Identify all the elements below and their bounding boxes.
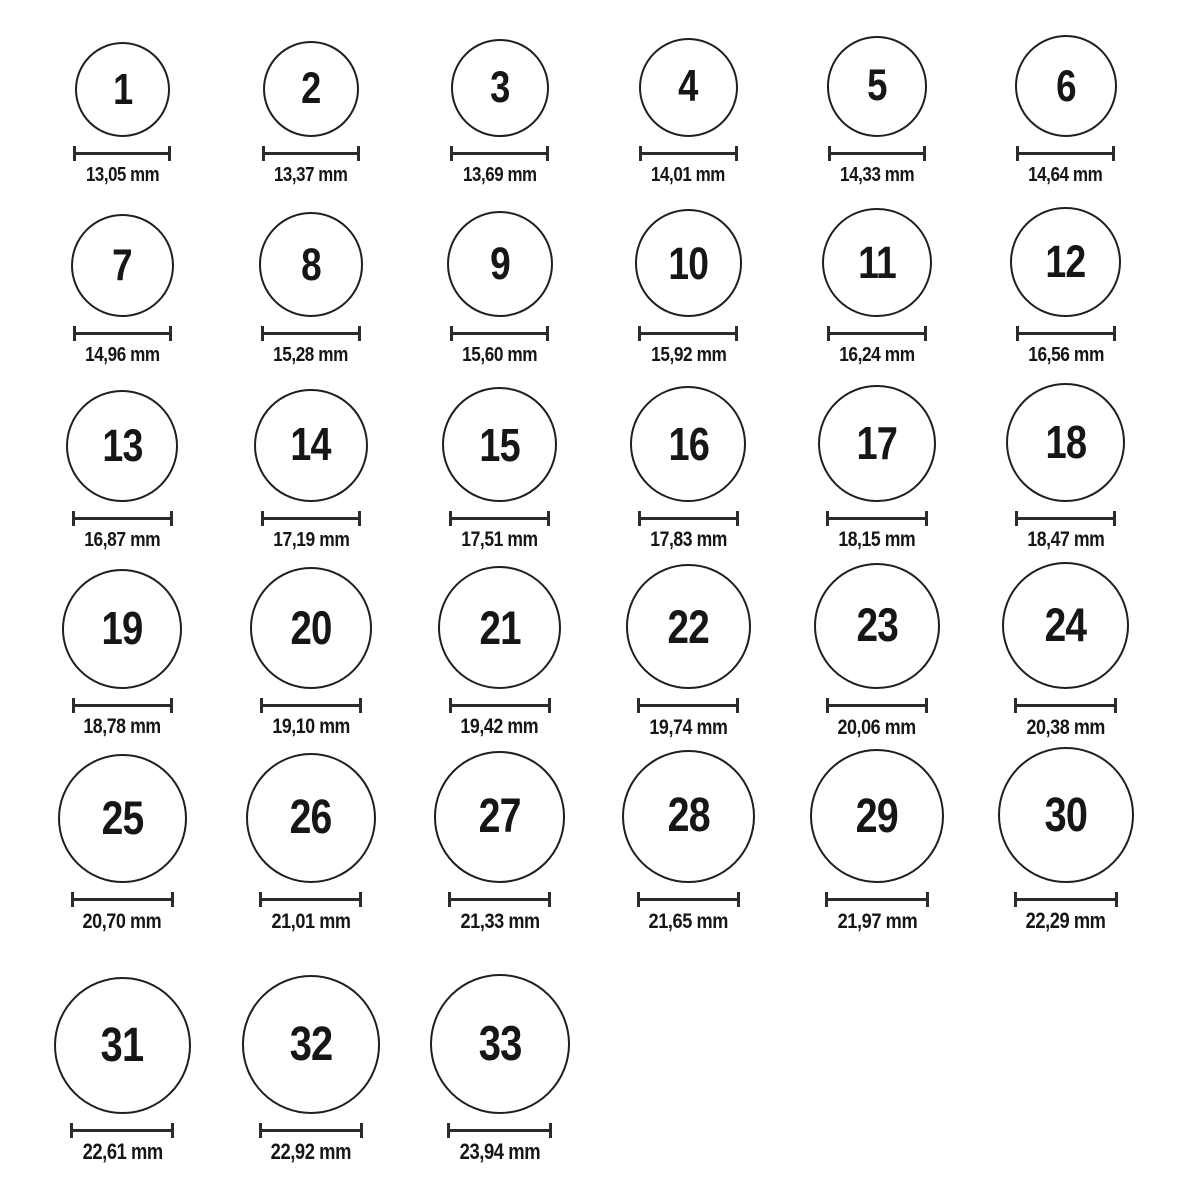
ring-size-number: 4 [678,62,699,112]
diameter-label: 18,15 mm [838,528,916,551]
diameter-ruler [73,326,172,341]
ring-size-item [217,366,406,551]
diameter-ruler-line [827,332,927,335]
diameter-ruler [261,326,360,341]
diameter-ruler [1016,146,1115,161]
diameter-label: 15,28 mm [273,344,349,366]
diameter-ruler-line [637,704,739,707]
ring-circle [62,569,182,689]
chart-row [28,932,1160,1163]
ring-size-number: 14 [290,418,332,471]
diameter-ruler [450,146,548,161]
ring-circle [263,41,359,137]
diameter-ruler-line [262,152,360,155]
ring-size-item [405,366,594,551]
diameter-label: 20,38 mm [1026,715,1105,739]
diameter-ruler-line [260,704,362,707]
ring-circle [827,36,928,137]
diameter-label: 19,10 mm [272,715,350,738]
diameter-label: 16,24 mm [839,343,915,366]
diameter-label: 14,64 mm [1028,164,1103,186]
diameter-ruler [827,326,927,341]
ring-size-number: 10 [668,237,709,289]
ring-size-number: 8 [301,239,321,291]
ring-circle [447,211,553,317]
diameter-ruler-line [261,332,360,335]
diameter-label: 18,78 mm [83,715,162,738]
ring-size-number: 9 [489,238,510,290]
ring-circle [250,567,372,689]
ring-size-item [28,366,217,551]
diameter-ruler-line [637,898,740,901]
ring-size-item [217,0,406,186]
diameter-ruler [449,698,551,713]
ring-size-number: 27 [478,790,521,844]
ring-size-item [783,738,972,932]
ring-circle [54,977,191,1114]
diameter-ruler-line [825,898,929,901]
diameter-ruler [71,892,174,907]
ring-circle [438,566,561,689]
diameter-ruler [72,511,172,526]
ring-size-item [405,932,594,1163]
chart-row [28,366,1160,551]
chart-row [28,551,1160,738]
ring-size-item [217,932,406,1163]
ring-circle [622,750,755,883]
ring-size-number: 12 [1045,235,1086,287]
diameter-ruler [261,511,362,526]
diameter-ruler-line [1015,517,1116,520]
diameter-ruler-line [638,517,739,520]
ring-size-number: 2 [301,63,321,113]
ring-size-item [971,551,1160,738]
diameter-ruler [828,146,927,161]
diameter-ruler-line [259,898,362,901]
ring-size-number: 18 [1045,416,1087,469]
ring-size-number: 21 [479,600,521,654]
diameter-ruler-line [261,517,362,520]
ring-size-number: 29 [855,788,899,843]
ring-size-item [405,0,594,186]
ring-circle [58,754,187,883]
ring-circle [1002,562,1129,689]
ring-size-number: 13 [102,420,143,472]
ring-size-item [783,366,972,551]
diameter-ruler-line [828,152,927,155]
ring-size-number: 20 [290,601,332,654]
diameter-ruler-line [259,1129,363,1132]
ring-size-item [783,186,972,366]
ring-size-item [217,551,406,738]
diameter-ruler-line [450,332,550,335]
diameter-ruler [448,892,551,907]
ring-size-number: 31 [101,1018,144,1073]
ring-size-number: 32 [289,1017,333,1072]
diameter-label: 20,06 mm [837,715,917,739]
ring-size-item [783,0,972,186]
ring-size-item [405,186,594,366]
ring-size-item [594,366,783,551]
diameter-ruler-line [1014,704,1117,707]
diameter-ruler [1015,511,1116,526]
diameter-label: 13,37 mm [274,164,348,186]
chart-row [28,186,1160,366]
ring-size-number: 24 [1044,598,1087,652]
diameter-ruler [1016,326,1116,341]
ring-size-number: 15 [479,418,520,471]
ring-size-number: 23 [856,599,898,653]
ring-size-item [594,551,783,738]
ring-circle [71,214,174,317]
diameter-ruler-line [449,517,550,520]
diameter-label: 16,56 mm [1027,343,1104,366]
ring-size-item [594,738,783,932]
diameter-label: 13,69 mm [462,164,537,186]
diameter-ruler-line [73,152,171,155]
ring-size-number: 11 [858,236,896,288]
diameter-label: 13,05 mm [85,164,159,186]
diameter-ruler [637,892,740,907]
diameter-ruler-line [71,898,174,901]
diameter-label: 17,51 mm [461,528,538,551]
diameter-label: 17,83 mm [650,528,727,551]
ring-size-item [971,366,1160,551]
ring-circle [242,975,381,1114]
diameter-label: 21,33 mm [460,908,540,933]
diameter-label: 14,33 mm [839,164,915,186]
ring-circle [430,974,570,1114]
ring-size-item [971,186,1160,366]
ring-size-number: 33 [478,1016,522,1071]
ring-size-item [217,738,406,932]
diameter-label: 14,96 mm [85,344,160,366]
ring-size-item [28,186,217,366]
diameter-ruler-line [450,152,548,155]
ring-size-item [594,0,783,186]
diameter-label: 22,61 mm [82,1139,163,1164]
diameter-ruler-line [72,704,174,707]
ring-size-item [971,738,1160,932]
ring-circle [998,747,1134,883]
diameter-label: 23,94 mm [459,1139,540,1164]
diameter-label: 19,74 mm [649,715,728,739]
ring-size-item [28,738,217,932]
diameter-ruler [638,511,739,526]
diameter-ruler [1014,698,1117,713]
ring-circle [635,209,743,317]
diameter-ruler [1014,892,1118,907]
diameter-label: 19,42 mm [460,715,539,738]
diameter-ruler-line [638,332,738,335]
chart-row [28,0,1160,186]
ring-size-item [217,186,406,366]
ring-size-number: 30 [1044,787,1087,842]
ring-circle [810,749,944,883]
diameter-ruler [450,326,550,341]
ring-size-number: 26 [290,791,332,845]
diameter-ruler [449,511,550,526]
ring-size-number: 17 [856,417,898,470]
ring-circle [66,390,178,502]
diameter-label: 20,70 mm [82,909,162,933]
diameter-label: 22,92 mm [270,1139,352,1164]
diameter-label: 22,29 mm [1025,908,1106,933]
diameter-ruler-line [826,517,927,520]
ring-size-item [971,0,1160,186]
diameter-ruler-line [1016,332,1116,335]
ring-size-item [783,551,972,738]
diameter-label: 17,19 mm [272,528,350,551]
ring-size-item [28,932,217,1163]
ring-size-number: 3 [489,62,510,112]
diameter-ruler [73,146,171,161]
ring-size-item [594,186,783,366]
diameter-ruler [262,146,360,161]
diameter-ruler [447,1123,551,1138]
ring-circle [639,38,738,137]
diameter-label: 21,65 mm [648,908,729,933]
diameter-ruler-line [826,704,928,707]
diameter-ruler [70,1123,174,1138]
diameter-label: 21,01 mm [271,909,351,933]
diameter-label: 15,92 mm [650,343,726,366]
diameter-ruler [260,698,362,713]
ring-size-number: 25 [101,791,144,845]
ring-circle [1006,383,1125,502]
ring-circle [451,39,549,137]
ring-size-item [28,551,217,738]
ring-size-number: 1 [112,64,132,114]
ring-size-item [405,551,594,738]
ring-size-number: 16 [668,417,709,470]
diameter-label: 16,87 mm [84,528,161,551]
ring-size-number: 5 [867,61,887,111]
ring-circle [246,753,376,883]
ring-circle [442,387,557,502]
diameter-ruler [826,698,928,713]
ring-circle [630,386,746,502]
diameter-ruler-line [1014,898,1118,901]
chart-row [28,738,1160,932]
ring-size-number: 7 [112,238,133,290]
ring-circle [814,563,940,689]
diameter-ruler [637,698,739,713]
diameter-ruler-line [1016,152,1115,155]
ring-circle [626,564,751,689]
ring-size-item [28,0,217,186]
ring-size-item [405,738,594,932]
ring-circle [1015,35,1117,137]
diameter-ruler-line [72,517,172,520]
diameter-ruler-line [73,332,172,335]
ring-size-number: 19 [101,602,143,655]
ring-circle [254,389,367,502]
ring-circle [434,751,566,883]
diameter-ruler [259,1123,363,1138]
ring-circle [822,208,931,317]
ring-size-number: 22 [667,600,710,654]
ring-size-number: 6 [1055,60,1076,111]
diameter-label: 15,60 mm [462,343,538,366]
diameter-ruler [259,892,362,907]
diameter-ruler [72,698,174,713]
diameter-ruler-line [448,898,551,901]
diameter-label: 21,97 mm [837,908,917,933]
diameter-ruler-line [639,152,738,155]
diameter-ruler-line [447,1129,551,1132]
ring-circle [818,385,936,503]
diameter-label: 14,01 mm [651,164,726,186]
diameter-label: 18,47 mm [1027,528,1105,551]
diameter-ruler-line [70,1129,174,1132]
diameter-ruler [826,511,927,526]
diameter-ruler-line [449,704,551,707]
diameter-ruler [639,146,738,161]
ring-size-number: 28 [667,789,710,843]
ring-circle [259,212,364,317]
diameter-ruler [825,892,929,907]
diameter-ruler [638,326,738,341]
ring-circle [1010,207,1120,317]
ring-circle [75,42,170,137]
